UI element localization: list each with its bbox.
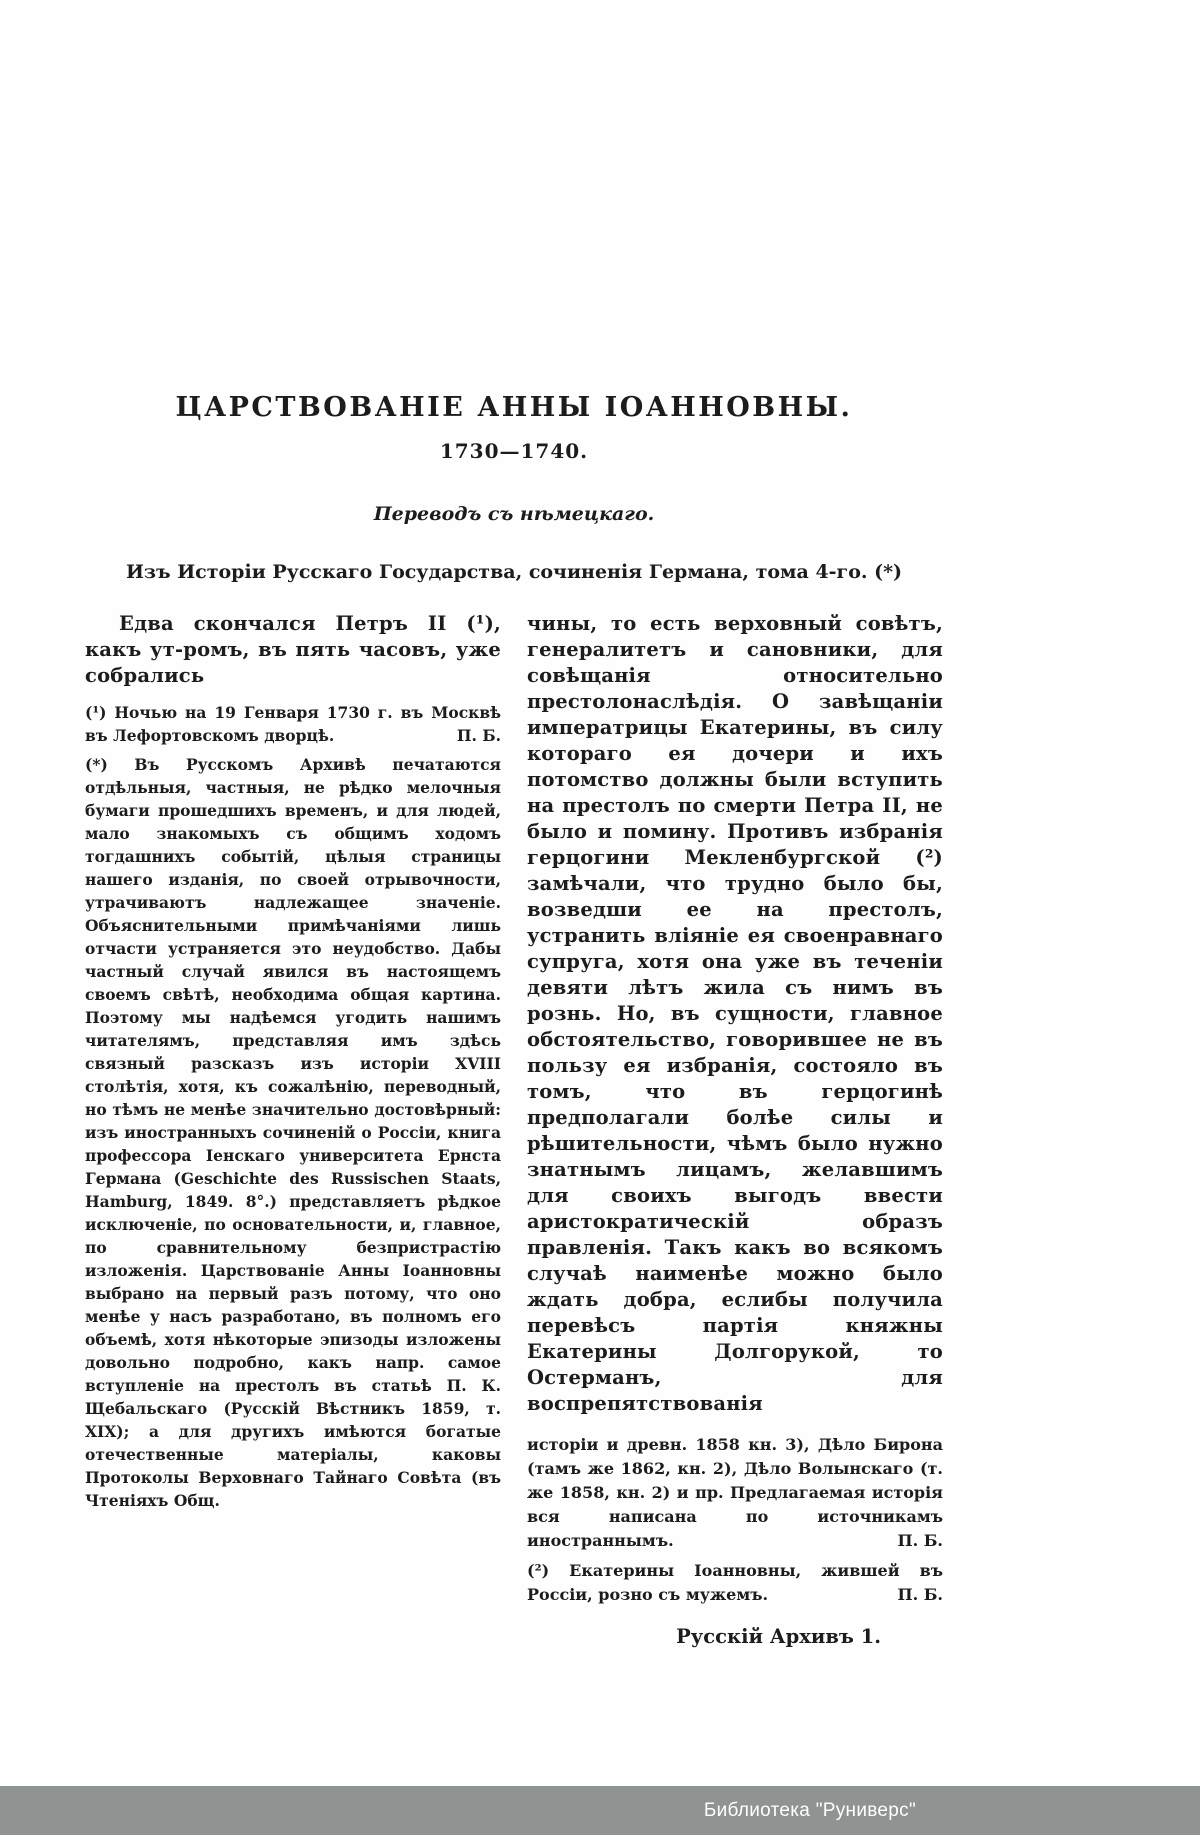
left-column-footnotes [85,701,501,1512]
footnote-2 [527,1559,943,1607]
footnote-1-signature: П. Б. [456,726,501,745]
footnote-1-text: (¹) Ночью на 19 Генваря 1730 г. въ Москвѣ въ Лефортовскомъ дворцѣ. [85,703,501,745]
left-column-intro-text: Едва скончался Петръ II (¹), какъ ут-ромъ, въ пять часовъ, уже собрались [85,612,501,687]
footnote-star-continuation-text: исторіи и древн. 1858 кн. 3), Дѣло Бирона (тамъ же 1862, кн. 2), Дѣло Волынскаго (т. же 1858, кн. 2) и пр. Предлагаемая исторія вся написана по источникамъ иностраннымъ. [527,1435,943,1550]
source-line: Изъ Исторіи Русскаго Государства, сочиненія Германа, тома 4-го. (*) [125,561,903,583]
journal-imprint: Русскій Архивъ 1. [676,1625,881,1648]
footnote-star [85,753,501,1512]
two-column-layout [85,611,943,1648]
watermark-bar [0,1786,1200,1835]
right-column-footnotes [527,1433,943,1607]
footnote-star-text: (*) Въ Русскомъ Архивѣ печатаются отдѣльныя, частныя, не рѣдко мелочныя бумаги прошедшихъ временъ, и для людей, мало знакомыхъ съ общимъ ходомъ тогдашнихъ событій, цѣлыя страницы нашего изданія, по своей отрывочности, утрачиваютъ надлежащее значеніе. Объяснительными примѣчаніями лишь отчасти устраняется это неудобство. Дабы частный случай явился въ настоящемъ своемъ свѣтѣ, необходима общая картина. Поэтому мы надѣемся угодить нашимъ читателямъ, представляя имъ здѣсь связный разсказъ изъ исторіи XVIII столѣтія, хотя, къ сожалѣнію, переводный, но тѣмъ не менѣе значительно достовѣрный: изъ иностранныхъ сочиненій о Россіи, книга профессора Іенскаго университета Ернста Германа (Geschichte des Russischen Staats, Hamburg, 1849. 8°.) представляетъ рѣдкое исключеніе, по основательности, и, главное, по сравнительному безпристрастію изложенія. Царствованіе Анны Іоанновны выбрано на первый разъ потому, что оно менѣе у насъ разработано, въ полномъ его объемѣ, хотя нѣкоторые эпизоды изложены довольно подробно, какъ напр. самое вступленіе на престолъ въ статьѣ П. К. Щебальскаго (Русскій Вѣстникъ 1859, т. XIX); а для другихъ имѣются богатые отечественные матеріалы, каковы Протоколы Верховнаго Тайнаго Совѣта (въ Чтеніяхъ Общ. [85,755,501,1510]
scanned-page [85,392,943,1648]
translation-note: Переводъ съ нѣмецкаго. [373,503,655,525]
footnote-star-continuation-signature: П. Б. [897,1531,943,1550]
years-subtitle: 1730—1740. [439,439,589,463]
footnote-1 [85,701,501,747]
footnote-2-text: (²) Екатерины Іоанновны, жившей въ Россіи, розно съ мужемъ. [527,1561,943,1604]
right-column-body-text: чины, то есть верховный совѣтъ, генералитетъ и сановники, для совѣщанія относительно престолонаслѣдія. О завѣщаніи императрицы Екатерины, въ силу котораго ея дочери и ихъ потомство должны были вступить на престолъ по смерти Петра II, не было и помину. Противъ избранія герцогини Мекленбургской (²) замѣчали, что трудно было бы, возведши ее на престолъ, устранить вліяніе ея своенравнаго супруга, хотя она уже въ теченіи девяти лѣтъ жила съ нимъ въ рознь. Но, въ сущности, главное обстоятельство, говорившее не въ пользу ея избранія, состояло въ томъ, что въ герцогинѣ предполагали болѣе силы и рѣшительности, чѣмъ было нужно знатнымъ лицамъ, желавшимъ для своихъ выгодъ ввести аристократическій образъ правленія. Такъ какъ во всякомъ случаѣ наименѣе можно было ждать добра, еслибы получила перевѣсъ партія княжны Екатерины Долгорукой, то Остерманъ, для воспрепятствованія [527,612,943,1415]
footnote-2-signature: П. Б. [897,1585,943,1604]
watermark-text: Библиотека "Руниверс" [703,1799,916,1821]
right-column [527,611,943,1648]
page-title: ЦАРСТВОВАНІЕ АННЫ ІОАННОВНЫ. [175,392,853,423]
footnote-star-continuation [527,1433,943,1553]
left-column [85,611,501,1648]
